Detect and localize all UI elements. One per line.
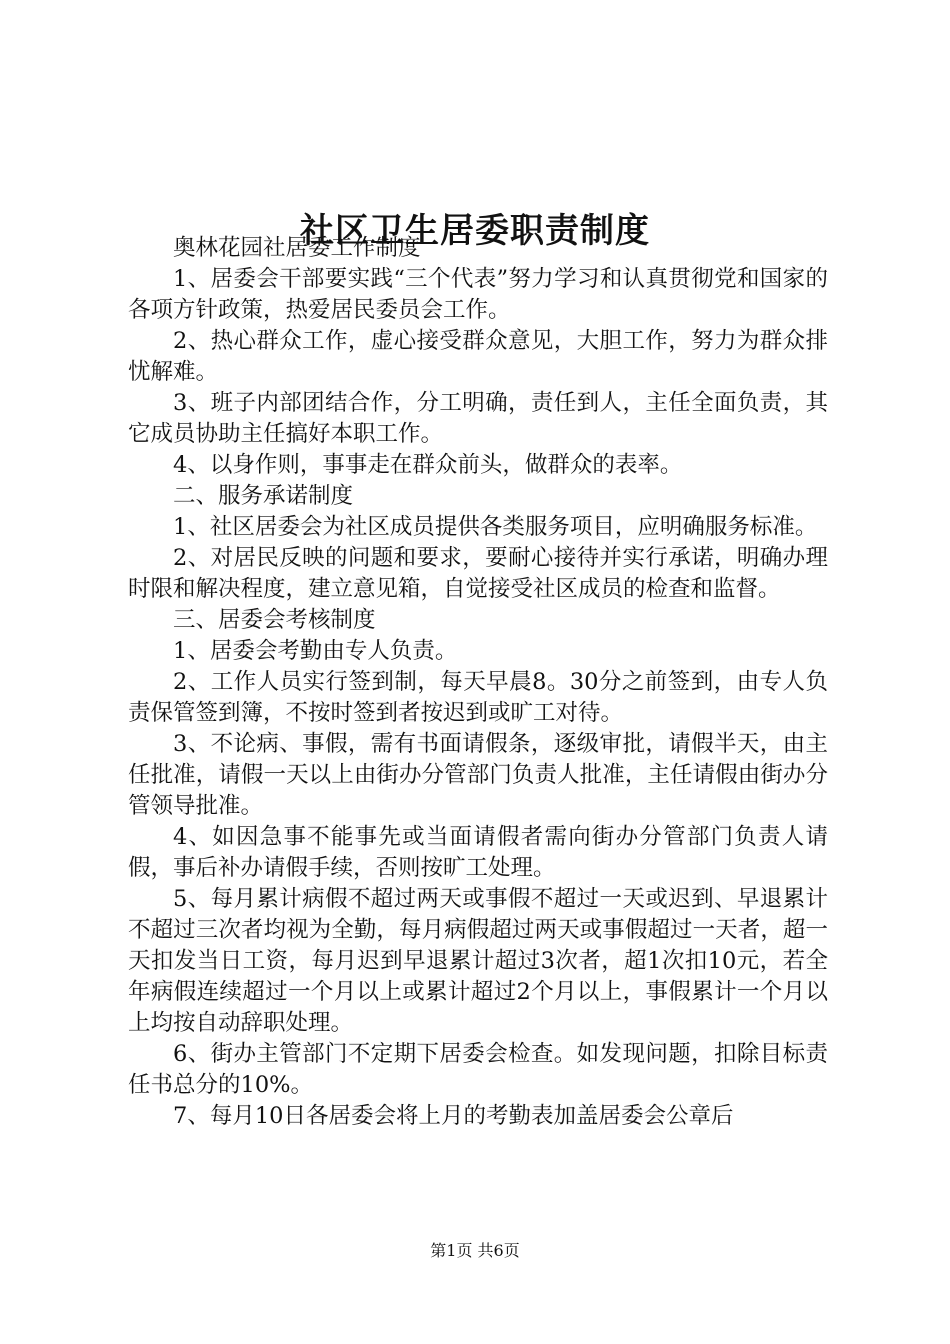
paragraph-item: 4、如因急事不能事先或当面请假者需向街办分管部门负责人请假，事后补办请假手续，否则按旷工处理。 — [128, 824, 828, 881]
page-footer: 第1页 共6页 — [430, 1241, 520, 1260]
paragraph-item: 2、工作人员实行签到制，每天早晨8。30分之前签到，由专人负责保管签到簿，不按时签到者按迟到或旷工对待。 — [128, 669, 828, 726]
section-heading: 三、居委会考核制度 — [173, 607, 376, 633]
paragraph-item: 1、居委会考勤由专人负责。 — [173, 638, 458, 664]
document-body — [128, 233, 828, 1132]
paragraph-item: 1、社区居委会为社区成员提供各类服务项目，应明确服务标准。 — [173, 514, 818, 540]
paragraph-item: 3、班子内部团结合作，分工明确，责任到人，主任全面负责，其它成员协助主任搞好本职工作。 — [128, 390, 828, 447]
paragraph-item: 5、每月累计病假不超过两天或事假不超过一天或迟到、早退累计不超过三次者均视为全勤，每月病假超过两天或事假超过一天者，超一天扣发当日工资，每月迟到早退累计超过3次者，超1次扣10元，若全年病假连续超过一个月以上或累计超过2个月以上，事假累计一个月以上均按自动辞职处理。 — [128, 886, 828, 1036]
paragraph-item: 3、不论病、事假，需有书面请假条，逐级审批，请假半天，由主任批准，请假一天以上由街办分管部门负责人批准，主任请假由街办分管领导批准。 — [128, 731, 828, 819]
section-heading: 二、服务承诺制度 — [173, 483, 354, 509]
paragraph-item: 6、街办主管部门不定期下居委会检查。如发现问题，扣除目标责任书总分的10%。 — [128, 1041, 828, 1098]
paragraph-subtitle: 奥林花园社居委工作制度 — [173, 235, 421, 261]
document-title: 社区卫生居委职责制度 — [300, 210, 650, 251]
paragraph-item: 2、热心群众工作，虚心接受群众意见，大胆工作，努力为群众排忧解难。 — [128, 328, 828, 385]
paragraph-item: 4、以身作则，事事走在群众前头，做群众的表率。 — [173, 452, 683, 478]
paragraph-item: 2、对居民反映的问题和要求，要耐心接待并实行承诺，明确办理时限和解决程度，建立意见箱，自觉接受社区成员的检查和监督。 — [128, 545, 828, 602]
paragraph-item: 1、居委会干部要实践“三个代表”努力学习和认真贯彻党和国家的各项方针政策，热爱居民委员会工作。 — [128, 266, 828, 323]
paragraph-item: 7、每月10日各居委会将上月的考勤表加盖居委会公章后 — [173, 1103, 734, 1129]
